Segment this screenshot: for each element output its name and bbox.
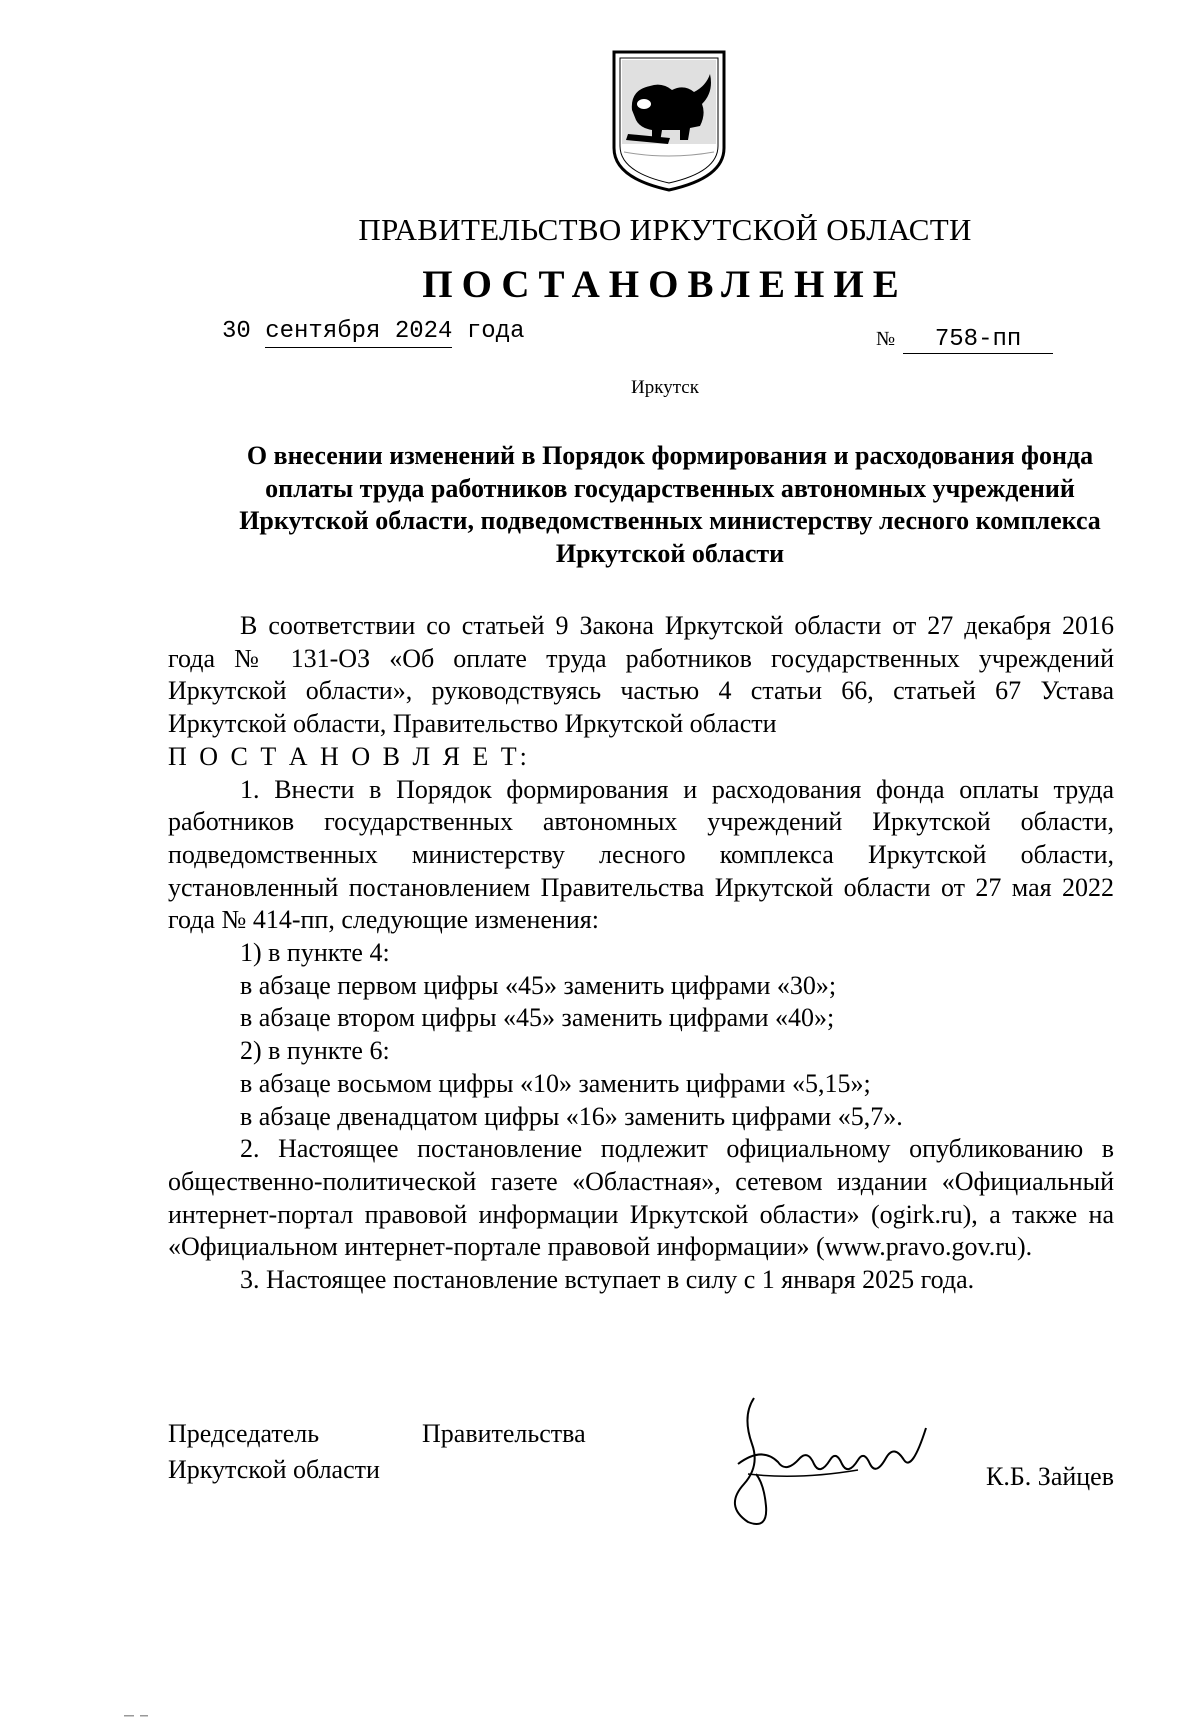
document-body [168,610,1114,1297]
date-month-year: сентября 2024 [265,318,452,348]
date-year-word: года [466,318,525,345]
date-day: 30 [222,318,251,345]
subitem-2b: в абзаце двенадцатом цифры «16» заменить цифрами «5,7». [240,1101,903,1131]
signatory-title [168,1416,380,1488]
subitem-2: 2) в пункте 6: [240,1036,390,1066]
city-name: Иркутск [631,377,699,398]
item-3-paragraph: 3. Настоящее постановление вступает в силу с 1 января 2025 года. [240,1265,975,1295]
document-number [876,326,1053,354]
item-1-paragraph: 1. Внести в Порядок формирования и расходования фонда оплаты труда работников государственных автономных учреждений Иркутской области, подведомственных министерству лесного комплекса Иркутской области, установленный постановлением Правительства Иркутской области от 27 мая 2022 года № 414-пп, следующие изменения: [168,774,1114,935]
item-2-paragraph: 2. Настоящее постановление подлежит официальному опубликованию в общественно-политической газете «Областная», сетевом издании «Официальный интернет-портал правовой информации Иркутской области» (ogirk.ru), а также на «Официальном интернет-портале правовой информации» (www.pravo.gov.ru). [168,1134,1114,1262]
subitem-1a: в абзаце первом цифры «45» заменить цифрами «30»; [240,970,837,1000]
number-value: 758-пп [903,326,1053,354]
document-date [222,318,524,348]
preamble-paragraph: В соответствии со статьей 9 Закона Иркутской области от 27 декабря 2016 года № 131-ОЗ «Об оплате труда работников государственных учреждений Иркутской области», руководствуясь частью 4 статьи 66, статьей 67 Устава Иркутской области, Правительство Иркутской области [168,611,1114,739]
document-type-title: ПОСТАНОВЛЕНИЕ [422,263,908,306]
scan-artifact-marks [124,1714,164,1718]
number-label: № [876,328,896,350]
signatory-title-line-2: Иркутской области [168,1455,380,1484]
coat-of-arms-emblem [610,48,728,194]
signature-block [168,1416,1114,1546]
subitem-1: 1) в пункте 4: [240,938,390,968]
subitem-2a: в абзаце восьмом цифры «10» заменить цифрами «5,15»; [240,1068,871,1098]
signatory-title-word-2: Правительства [422,1419,586,1448]
document-heading: О внесении изменений в Порядок формирования и расходования фонда оплаты труда работников государственных автономных учреждений Иркутской области, подведомственных министерству лесного комплекса Иркутской области [239,441,1101,568]
handwritten-signature [708,1388,938,1538]
government-title: ПРАВИТЕЛЬСТВО ИРКУТСКОЙ ОБЛАСТИ [358,212,972,247]
decree-word: П О С Т А Н О В Л Я Е Т: [168,741,530,771]
signatory-title-word-1: Председатель [168,1419,320,1448]
signatory-name: К.Б. Зайцев [986,1462,1114,1491]
subitem-1b: в абзаце втором цифры «45» заменить цифрами «40»; [240,1003,835,1033]
